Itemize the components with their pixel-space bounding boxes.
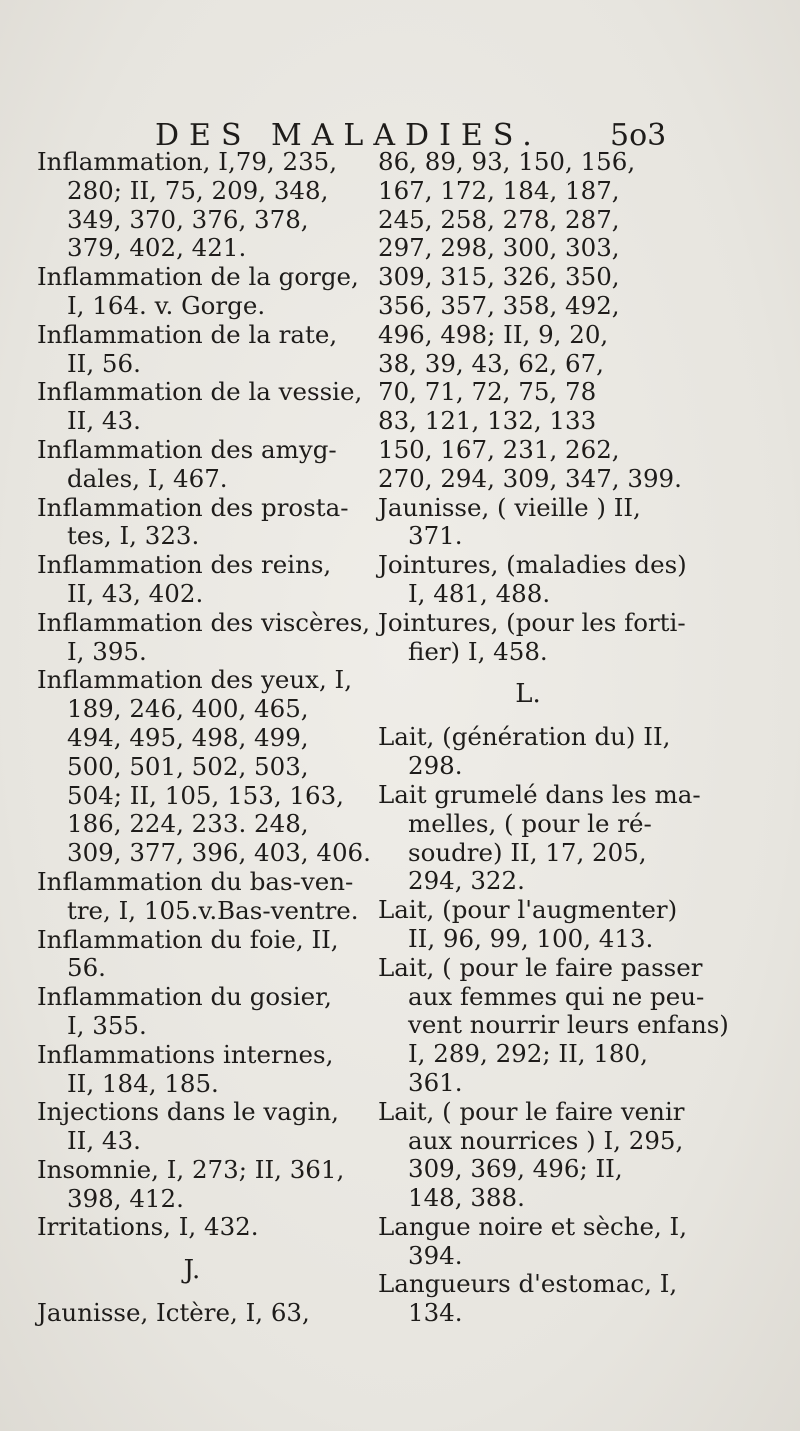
entry-continuation-line: soudre) II, 17, 205, <box>408 837 647 867</box>
section-letter: J. <box>183 1255 201 1286</box>
entry-continuation-line: II, 56. <box>67 348 141 378</box>
entry-continuation-line: 150, 167, 231, 262, <box>378 434 620 464</box>
entry-continuation-line: 500, 501, 502, 503, <box>67 751 309 781</box>
entry-headword-line: Inflammation des yeux, I, <box>37 665 352 695</box>
index-entry <box>37 1299 362 1328</box>
entry-continuation-line: I, 164. v. Gorge. <box>67 290 266 320</box>
index-entry <box>378 723 678 781</box>
index-entry <box>37 868 362 926</box>
entry-continuation-line: tes, I, 323. <box>67 521 200 551</box>
entry-headword-line: Injections dans le vagin, <box>37 1097 339 1127</box>
entry-headword-line: Inflammation du bas-ven- <box>37 866 354 896</box>
entry-headword-line: Inflammation, I,79, 235, <box>37 147 338 176</box>
entry-continuation-line: 309, 369, 496; II, <box>408 1154 623 1184</box>
entry-continuation-line: 494, 495, 498, 499, <box>67 722 309 752</box>
entry-continuation-line: 504; II, 105, 153, 163, <box>67 780 344 810</box>
index-entry <box>378 1270 678 1328</box>
index-entry <box>37 983 362 1041</box>
entry-continuation-line: II, 184, 185. <box>67 1068 219 1098</box>
entry-continuation-line: vent nourrir leurs enfans) <box>408 1010 729 1040</box>
entry-headword-line: Langueurs d'estomac, I, <box>378 1269 678 1299</box>
entry-continuation-line: 245, 258, 278, 287, <box>378 204 620 234</box>
entry-headword-line: Inflammation du gosier, <box>37 982 332 1012</box>
entry-continuation-line: aux femmes qui ne peu- <box>408 981 705 1011</box>
entry-continuation-line: I, 289, 292; II, 180, <box>408 1039 648 1069</box>
entry-headword-line: Inflammation de la gorge, <box>37 262 359 292</box>
entry-headword-line: Lait, (pour l'augmenter) <box>378 895 678 925</box>
entry-headword-line: Irritations, I, 432. <box>37 1212 259 1242</box>
entry-continuation-line: tre, I, 105.v.Bas-ventre. <box>67 895 359 925</box>
index-entry <box>37 1041 362 1099</box>
entry-headword-line: Inflammation du foie, II, <box>37 924 339 954</box>
entry-continuation-line: aux nourrices ) I, 295, <box>408 1125 684 1155</box>
index-entry <box>37 1213 362 1242</box>
entry-headword-line: Inflammation de la rate, <box>37 319 338 349</box>
index-entry <box>37 1098 362 1156</box>
index-entry <box>378 779 701 896</box>
section-letter: L. <box>515 679 541 710</box>
index-entry <box>378 1211 688 1271</box>
entry-headword-line: Jaunisse, Ictère, I, 63, <box>37 1298 310 1328</box>
entry-continuation-line: 83, 121, 132, 133 <box>378 406 597 436</box>
entry-continuation-line: 148, 388. <box>408 1183 525 1213</box>
entry-continuation-line: I, 355. <box>67 1010 147 1040</box>
entry-continuation-line: 379, 402, 421. <box>67 233 247 263</box>
entry-headword-line: 86, 89, 93, 150, 156, <box>378 147 636 176</box>
index-entry <box>37 263 362 321</box>
index-entry <box>37 321 362 379</box>
index-entry <box>37 378 362 436</box>
entry-continuation-line: 371. <box>408 521 463 551</box>
entry-continuation-line: 280; II, 75, 209, 348, <box>67 175 329 205</box>
entry-continuation-line: II, 96, 99, 100, 413. <box>408 923 654 953</box>
index-entry <box>37 1156 362 1214</box>
entry-headword-line: Lait, ( pour le faire passer <box>378 952 703 982</box>
entry-headword-line: Inflammations internes, <box>37 1039 334 1069</box>
entry-headword-line: Inflammation des viscères, <box>37 607 371 637</box>
index-entry <box>37 436 362 494</box>
index-entry <box>37 494 362 552</box>
entry-continuation-line: 189, 246, 400, 465, <box>67 694 309 724</box>
index-entry <box>378 896 678 954</box>
entry-headword-line: Insomnie, I, 273; II, 361, <box>37 1154 345 1184</box>
entry-continuation-line: 309, 315, 326, 350, <box>378 262 620 292</box>
entry-headword-line: Lait grumelé dans les ma- <box>378 779 701 809</box>
index-column-right <box>378 147 729 1328</box>
entry-headword-line: Inflammation des prosta- <box>37 492 349 522</box>
index-entry <box>378 607 686 667</box>
entry-continuation-line: melles, ( pour le ré- <box>408 808 652 838</box>
entry-continuation-line: II, 43. <box>67 1126 141 1156</box>
entry-continuation-line: 56. <box>67 953 106 983</box>
entry-continuation-line: 167, 172, 184, 187, <box>378 175 620 205</box>
entry-continuation-line: 349, 370, 376, 378, <box>67 204 309 234</box>
index-entry <box>37 665 371 868</box>
entry-continuation-line: 270, 294, 309, 347, 399. <box>378 463 682 493</box>
entry-continuation-line: 297, 298, 300, 303, <box>378 233 620 263</box>
index-entry <box>37 926 362 984</box>
entry-continuation-line: I, 395. <box>67 636 147 666</box>
entry-continuation-line: II, 43. <box>67 406 141 436</box>
index-entry <box>378 1096 685 1213</box>
entry-continuation-line: 134. <box>408 1298 463 1328</box>
index-column-left <box>37 147 371 1328</box>
entry-continuation-line: II, 43, 402. <box>67 578 204 608</box>
entry-headword-line: Inflammation des amyg- <box>37 434 337 464</box>
entry-continuation-line: 309, 377, 396, 403, 406. <box>67 838 371 868</box>
entry-headword-line: Jaunisse, ( vieille ) II, <box>378 492 641 522</box>
entry-headword-line: Inflammation de la vessie, <box>37 377 363 407</box>
entry-continuation-line: 298. <box>408 751 463 781</box>
entry-continuation-line: 356, 357, 358, 492, <box>378 290 620 320</box>
entry-headword-line: Langue noire et sèche, I, <box>378 1211 688 1241</box>
entry-headword-line: Inflammation des reins, <box>37 550 332 580</box>
index-entry <box>37 607 371 667</box>
index-entry <box>378 494 678 552</box>
entry-continuation-line: 294, 322. <box>408 866 525 896</box>
entry-continuation-line: 394. <box>408 1240 463 1270</box>
entry-continuation-line: 70, 71, 72, 75, 78 <box>378 377 597 407</box>
index-entry <box>378 952 729 1098</box>
entry-continuation-line: dales, I, 467. <box>67 463 228 493</box>
entry-continuation-line: 361. <box>408 1067 463 1097</box>
entry-headword-line: Lait, ( pour le faire venir <box>378 1096 685 1126</box>
index-entry <box>378 147 682 494</box>
index-entry <box>37 148 362 263</box>
entry-headword-line: Lait, (génération du) II, <box>378 722 671 752</box>
entry-headword-line: Jointures, (pour les forti- <box>378 607 686 637</box>
entry-continuation-line: 496, 498; II, 9, 20, <box>378 319 609 349</box>
entry-continuation-line: 398, 412. <box>67 1183 184 1213</box>
entry-continuation-line: I, 481, 488. <box>408 578 551 608</box>
index-entry <box>378 550 687 609</box>
running-head: DES MALADIES. <box>155 118 542 153</box>
entry-continuation-line: 38, 39, 43, 62, 67, <box>378 348 604 378</box>
index-entry <box>37 551 362 609</box>
entry-continuation-line: 186, 224, 233. 248, <box>67 809 309 839</box>
page-number: 5o3 <box>610 118 667 153</box>
entry-continuation-line: fier) I, 458. <box>408 636 548 666</box>
entry-headword-line: Jointures, (maladies des) <box>378 550 687 580</box>
